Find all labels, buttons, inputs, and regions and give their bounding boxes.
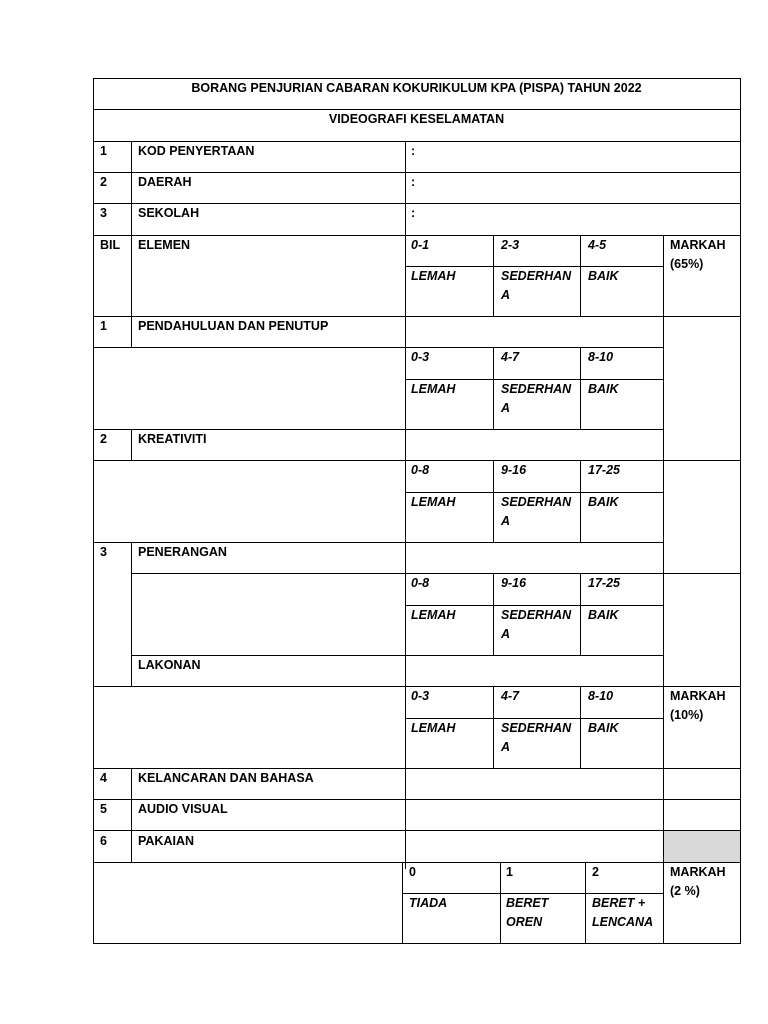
section-label-pendahuluan: PENDAHULUAN DAN PENUTUP	[138, 319, 329, 333]
level-label: LEMAH	[411, 382, 456, 396]
markah-header: MARKAH (10%)	[670, 689, 726, 722]
score-range: 8-10	[588, 350, 614, 364]
score-range: 4-7	[501, 350, 520, 364]
score-range: 0-1	[411, 238, 430, 252]
rule	[580, 686, 581, 769]
rule	[580, 347, 581, 430]
score-range: 0-3	[411, 350, 430, 364]
level-label: SEDERHAN A	[501, 608, 572, 641]
level-label: SEDERHAN A	[501, 382, 572, 415]
score-range: 0-3	[411, 689, 430, 703]
header-elemen: ELEMEN	[138, 238, 191, 252]
info-no: 1	[100, 144, 107, 158]
level-label: LEMAH	[411, 721, 456, 735]
rule	[405, 141, 406, 869]
level-label: LEMAH	[411, 269, 456, 283]
pakaian-level: TIADA	[409, 896, 448, 910]
score-range: 17-25	[588, 463, 620, 477]
section-no: 2	[100, 432, 107, 446]
rule	[93, 830, 741, 831]
rule	[493, 686, 494, 769]
rule	[663, 235, 664, 944]
level-label: BAIK	[588, 721, 619, 735]
info-no: 2	[100, 175, 107, 189]
section-no: 5	[100, 802, 107, 816]
level-label: BAIK	[588, 382, 619, 396]
form-subtitle: VIDEOGRAFI KESELAMATAN	[328, 112, 505, 126]
markah-header: MARKAH (2 %)	[670, 865, 726, 898]
rule	[580, 573, 581, 656]
info-label-daerah: DAERAH	[138, 175, 192, 189]
info-value-field[interactable]: :	[411, 144, 416, 158]
rule	[93, 78, 94, 944]
markah-header: MARKAH (65%)	[670, 238, 726, 271]
rule	[131, 573, 741, 574]
pakaian-score: 2	[592, 865, 599, 879]
score-range: 8-10	[588, 689, 614, 703]
rule	[131, 655, 663, 656]
level-label: SEDERHAN A	[501, 269, 572, 302]
section-no: 3	[100, 545, 107, 559]
level-label: BAIK	[588, 608, 619, 622]
rule	[402, 862, 403, 944]
rule	[131, 768, 132, 863]
rule	[585, 862, 586, 944]
rule	[500, 862, 501, 944]
score-range: 9-16	[501, 576, 527, 590]
level-label: LEMAH	[411, 495, 456, 509]
score-range: 4-5	[588, 238, 607, 252]
rule	[93, 347, 663, 348]
section-no: 1	[100, 319, 107, 333]
rule	[131, 141, 132, 348]
form-title: BORANG PENJURIAN CABARAN KOKURIKULUM KPA (PISPA) TAHUN 2022	[191, 81, 642, 95]
pakaian-level: BERET OREN	[506, 896, 549, 929]
score-range: 0-8	[411, 576, 430, 590]
level-label: LEMAH	[411, 608, 456, 622]
rule	[93, 862, 741, 863]
rule	[493, 573, 494, 656]
section-label-penerangan: PENERANGAN	[138, 545, 227, 559]
section-label-pakaian: PAKAIAN	[138, 834, 195, 848]
score-range: 4-7	[501, 689, 520, 703]
pakaian-level: BERET + LENCANA	[592, 896, 654, 929]
info-no: 3	[100, 206, 107, 220]
rule	[493, 235, 494, 317]
header-bil: BIL	[100, 238, 121, 252]
score-range: 0-8	[411, 463, 430, 477]
section-label-kelancaran: KELANCARAN DAN BAHASA	[138, 771, 314, 785]
pakaian-score: 0	[409, 865, 416, 879]
section-label-kreativiti: KREATIVITI	[138, 432, 207, 446]
level-label: SEDERHAN A	[501, 495, 572, 528]
info-label-kod-penyertaan: KOD PENYERTAAN	[138, 144, 255, 158]
score-range: 2-3	[501, 238, 520, 252]
section-label-audio-visual: AUDIO VISUAL	[138, 802, 228, 816]
info-value-field[interactable]: :	[411, 175, 416, 189]
rule	[131, 542, 132, 687]
shaded-cell	[663, 831, 740, 862]
rule	[493, 460, 494, 543]
info-value-field[interactable]: :	[411, 206, 416, 220]
pakaian-score: 1	[506, 865, 513, 879]
rule	[493, 347, 494, 430]
section-no: 4	[100, 771, 107, 785]
score-range: 17-25	[588, 576, 620, 590]
level-label: BAIK	[588, 269, 619, 283]
level-label: BAIK	[588, 495, 619, 509]
rule	[580, 460, 581, 543]
rule	[93, 943, 741, 944]
section-label-lakonan: LAKONAN	[138, 658, 201, 672]
info-label-sekolah: SEKOLAH	[138, 206, 200, 220]
rule	[131, 429, 132, 461]
section-no: 6	[100, 834, 107, 848]
level-label: SEDERHAN A	[501, 721, 572, 754]
rule	[580, 235, 581, 317]
rule	[740, 78, 741, 944]
score-range: 9-16	[501, 463, 527, 477]
